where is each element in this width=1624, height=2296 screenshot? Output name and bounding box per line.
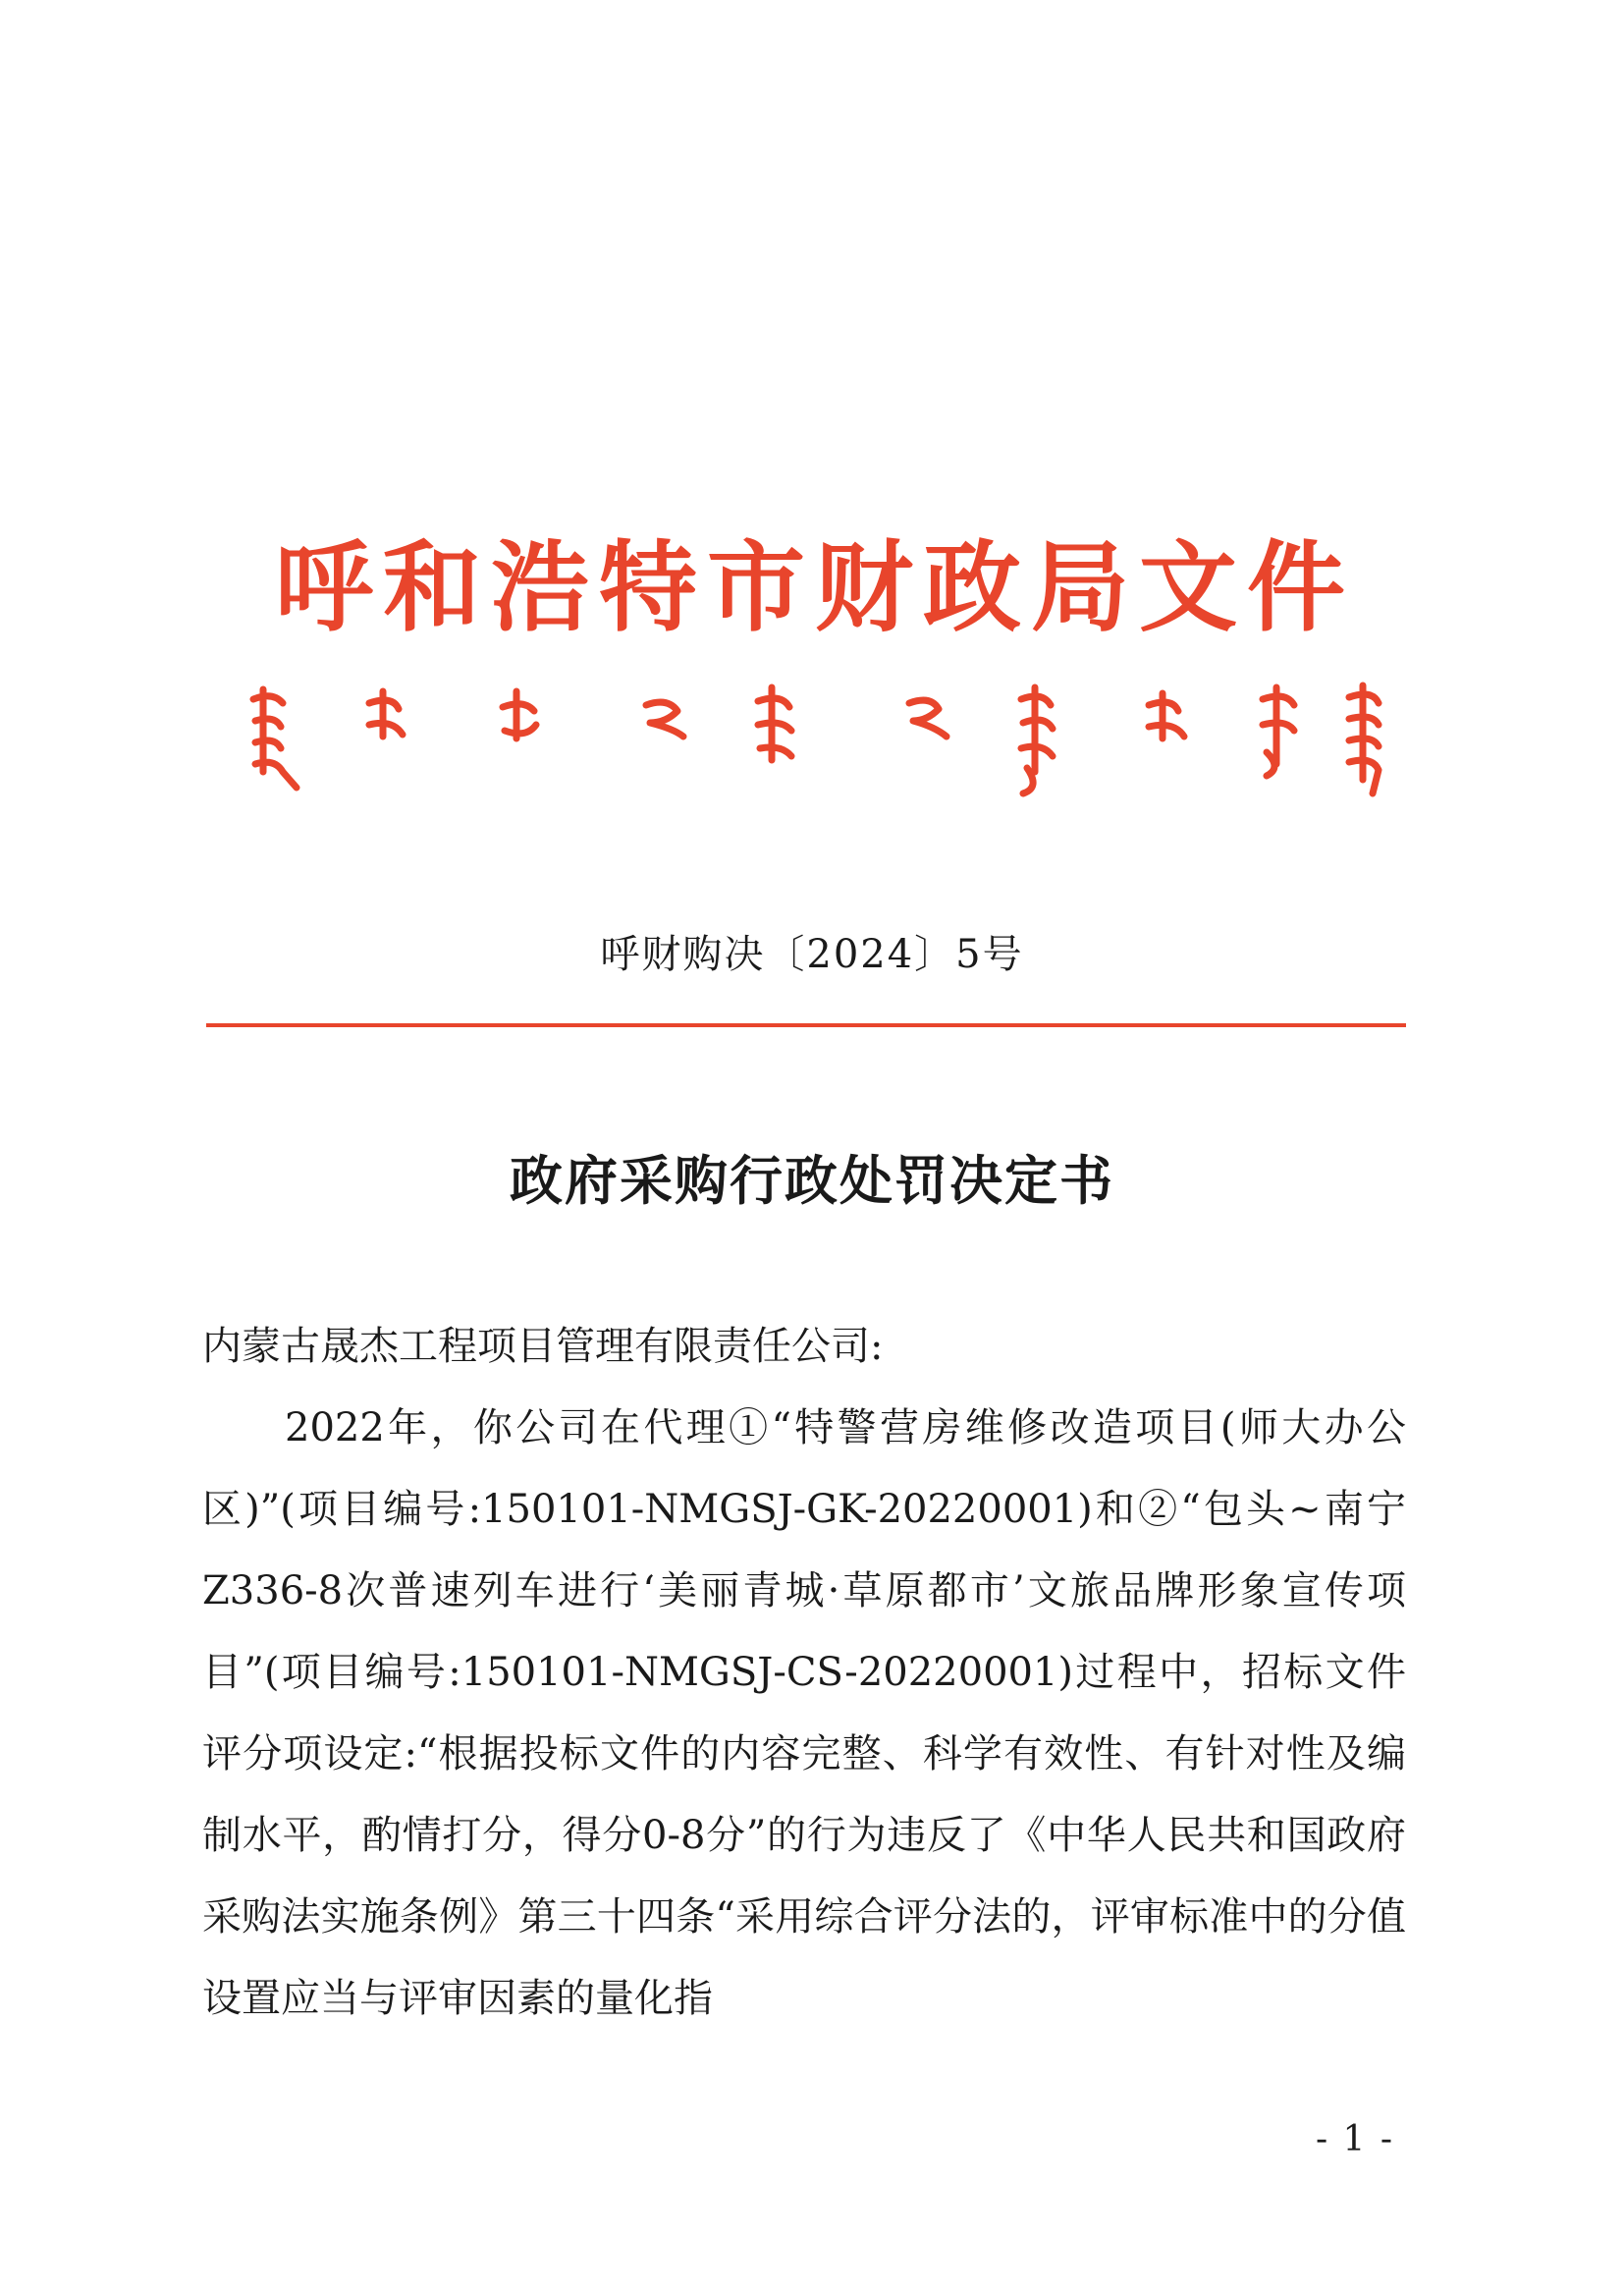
mongolian-script-title: [245, 678, 1384, 805]
mongolian-glyph: [503, 691, 536, 738]
salutation: 内蒙古晟杰工程项目管理有限责任公司:: [202, 1324, 884, 1369]
mongolian-glyph: [909, 700, 947, 737]
mongolian-glyph: [646, 702, 683, 737]
mongolian-glyph: [369, 691, 403, 737]
red-divider-line: [206, 1023, 1406, 1027]
mongolian-glyph: [253, 689, 297, 788]
mongolian-glyph: [1149, 693, 1184, 738]
document-number: 呼财购决〔2024〕5号: [600, 932, 1024, 977]
mongolian-glyph: [1349, 685, 1379, 793]
masthead-title: 呼和浩特市财政局文件: [275, 529, 1355, 645]
body-paragraph: 2022年，你公司在代理①“特警营房维修改造项目(师大办公区)”(项目编号:150101-NMGSJ-GK-20220001)和②“包头~南宁Z336-8次普速列车进行‘美丽青城·草原都市’文旅品牌形象宣传项目”(项目编号:150101-NMGSJ-CS-20220001)过程中，招标文件评分项设定:“根据投标文件的内容完整、科学有效性、有针对性及编制水平，酌情打分，得分0-8分”的行为违反了《中华人民共和国政府采购法实施条例》第三十四条“采用综合评分法的，评审标准中的分值设置应当与评审因素的量化指: [202, 1405, 1406, 2021]
page-number: - 1 -: [1315, 2119, 1395, 2159]
mongolian-glyph: [1021, 687, 1053, 793]
document-body: [202, 1306, 1406, 2040]
mongolian-glyph: [1263, 687, 1294, 776]
mongolian-glyph: [758, 687, 791, 760]
document-title: 政府采购行政处罚决定书: [510, 1149, 1114, 1212]
